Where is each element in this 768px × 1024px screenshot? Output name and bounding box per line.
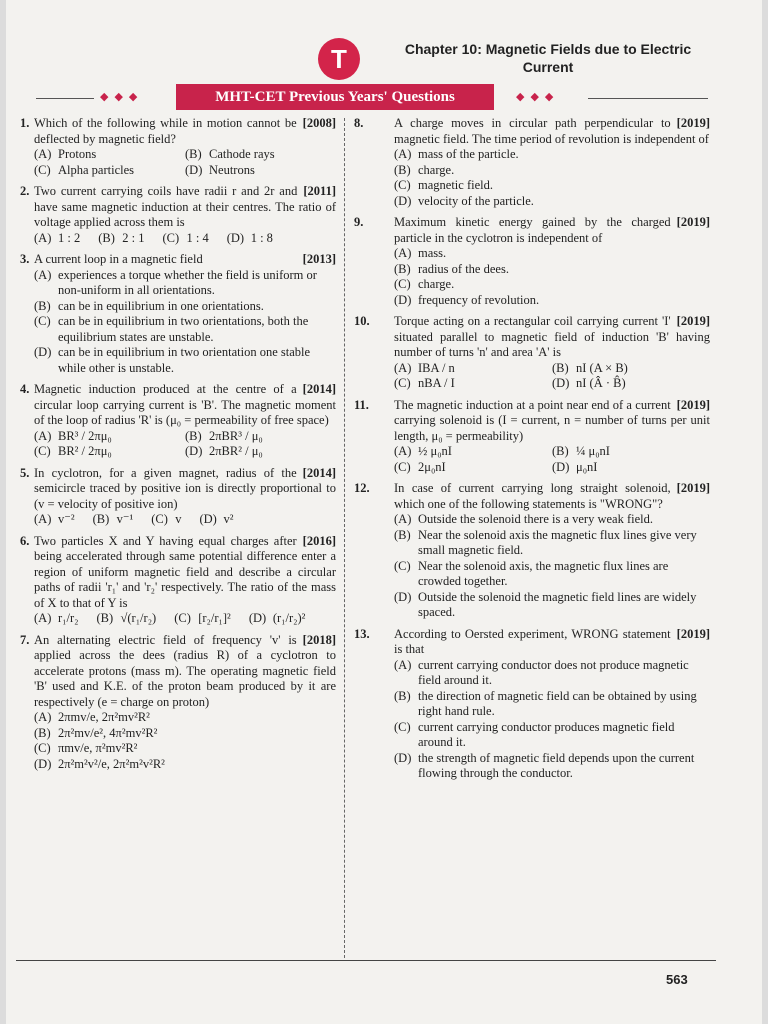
option-label: (D) <box>199 512 217 526</box>
question-body: Two current carrying coils have radii r and 2r and have same magnetic induction at their centres. The ratio of voltage applied across them is <box>34 184 336 229</box>
option-text: 2 : 1 <box>122 230 145 245</box>
option-label: (A) <box>34 710 52 724</box>
question <box>20 382 336 460</box>
option-label: (A) <box>394 360 412 375</box>
question-body: In cyclotron, for a given magnet, radius of the semicircle traced by positive ion is directly proportional to (v = velocity of positive ion) <box>34 465 336 511</box>
answer-option <box>394 751 710 782</box>
option-text: nI (A × B) <box>576 360 628 375</box>
column-divider <box>344 118 345 958</box>
question-text <box>34 466 336 513</box>
question <box>20 534 336 627</box>
chapter-title-line2: Current <box>522 59 574 75</box>
answer-option <box>34 741 336 757</box>
question-body: An alternating electric field of frequency 'v' is applied across the dees (radius R) of a cyclotron to accelerate protons (mass m). The operating magnetic field 'B' used and K.E. of the proton beam produced by it are respectively (e = charge on proton) <box>34 632 336 709</box>
option-list <box>34 429 336 460</box>
option-label: (D) <box>34 345 52 359</box>
exam-year: [2019] <box>676 314 710 328</box>
question-number: 7. <box>20 632 30 647</box>
footer-rule <box>16 960 716 961</box>
option-label: (B) <box>394 688 411 703</box>
option-text: Neutrons <box>209 162 255 177</box>
option-text: nBA / I <box>418 376 455 390</box>
option-text: 2πBR³ / μ₀ <box>209 428 263 443</box>
answer-option <box>97 611 157 627</box>
question-body: Magnetic induction produced at the centre of a circular loop carrying current is 'B'. The magnetic moment of the loop of radius 'R' is (μ₀ = permeability of free space) <box>34 382 336 427</box>
question <box>354 215 710 308</box>
option-list <box>394 361 710 392</box>
exam-year: [2013] <box>302 252 336 266</box>
exam-year: [2019] <box>676 215 710 229</box>
option-list <box>394 444 710 475</box>
option-text: 2μ₀nI <box>418 459 446 474</box>
question-body: Two particles X and Y having equal charges after being accelerated through same potential difference enter a region of uniform magnetic field and describe a circular paths of radii 'r₁' and 'r₂' respectively. The ratio of the mass of X to that of Y is <box>34 533 336 610</box>
exam-year: [2019] <box>676 481 710 495</box>
question-text <box>394 116 710 147</box>
option-text: 1 : 4 <box>186 230 209 245</box>
option-label: (A) <box>34 230 52 245</box>
exam-year: [2019] <box>676 116 710 130</box>
option-label: (C) <box>394 459 411 474</box>
question <box>354 314 710 392</box>
option-text: Near the solenoid axis the magnetic flux lines give very small magnetic field. <box>418 527 697 557</box>
question-number: 2. <box>20 184 30 198</box>
option-label: (D) <box>552 376 570 390</box>
option-list <box>34 512 336 528</box>
answer-option <box>394 590 710 621</box>
option-text: √(r₁/r₂) <box>120 611 157 625</box>
option-label: (D) <box>552 459 570 474</box>
option-label: (A) <box>34 147 52 161</box>
option-label: (C) <box>151 512 168 526</box>
option-text: 1 : 2 <box>58 230 81 245</box>
answer-option <box>98 231 144 247</box>
answer-option <box>249 611 306 627</box>
question-number: 6. <box>20 533 30 548</box>
exam-year: [2019] <box>676 626 710 641</box>
question-text <box>394 398 710 445</box>
answer-option <box>394 528 710 559</box>
option-text: the direction of magnetic field can be obtained by using right hand rule. <box>418 688 697 718</box>
book-page <box>6 0 762 1024</box>
option-text: Cathode rays <box>209 147 275 161</box>
option-label: (D) <box>185 444 203 458</box>
question-number: 10. <box>354 314 370 328</box>
answer-option <box>552 376 710 392</box>
option-label: (A) <box>34 267 52 282</box>
option-label: (B) <box>92 512 110 526</box>
question <box>354 481 710 621</box>
question-text <box>34 252 336 268</box>
option-label: (A) <box>394 444 412 458</box>
answer-option <box>34 314 336 345</box>
option-text: ½ μ₀nI <box>418 444 452 458</box>
question-body: A charge moves in circular path perpendicular to magnetic field. The time period of revolution is independent of <box>394 116 709 146</box>
option-label: (B) <box>34 298 51 313</box>
question-body: A current loop in a magnetic field <box>34 252 203 266</box>
question-body: Which of the following while in motion cannot be deflected by magnetic field? <box>34 116 297 146</box>
option-label: (C) <box>34 314 51 328</box>
option-text: can be in equilibrium in two orientation one stable while other is unstable. <box>58 345 311 375</box>
question-body: According to Oersted experiment, WRONG statement is that <box>394 626 671 656</box>
option-label: (A) <box>394 147 412 161</box>
answer-option <box>394 163 710 179</box>
option-label: (C) <box>34 444 51 458</box>
answer-option <box>394 262 710 278</box>
answer-option <box>162 231 208 247</box>
option-text: Near the solenoid axis, the magnetic flux lines are crowded together. <box>418 558 669 588</box>
answer-option <box>552 460 710 476</box>
header-rule-right <box>588 98 708 99</box>
answer-option <box>34 444 185 460</box>
option-label: (C) <box>394 277 411 291</box>
option-list <box>34 231 336 247</box>
answer-option <box>394 720 710 751</box>
left-column <box>20 116 336 778</box>
option-list <box>394 512 710 621</box>
option-list <box>34 710 336 772</box>
answer-option <box>34 512 75 528</box>
right-column <box>354 116 710 788</box>
answer-option <box>394 689 710 720</box>
answer-option <box>34 268 336 299</box>
option-label: (B) <box>98 230 115 245</box>
exam-year: [2016] <box>302 533 336 548</box>
answer-option <box>185 163 336 179</box>
page-header <box>6 0 762 120</box>
option-text: (r₁/r₂)² <box>272 611 306 625</box>
option-label: (C) <box>34 741 51 755</box>
option-label: (C) <box>174 611 191 625</box>
exam-year: [2011] <box>303 184 336 198</box>
option-label: (D) <box>34 756 52 771</box>
option-label: (C) <box>394 558 411 573</box>
answer-option <box>394 246 710 262</box>
option-label: (D) <box>185 162 203 177</box>
option-text: the strength of magnetic field depends upon the current flowing through the conductor. <box>418 750 695 780</box>
answer-option <box>34 726 336 742</box>
question-text <box>34 184 336 231</box>
answer-option <box>34 429 185 445</box>
answer-option <box>552 444 710 460</box>
question-text <box>394 215 710 246</box>
answer-option <box>185 147 336 163</box>
option-text: [r₂/r₁]² <box>198 611 231 625</box>
answer-option <box>199 512 233 528</box>
answer-option <box>174 611 231 627</box>
option-label: (D) <box>226 230 245 245</box>
answer-option <box>185 429 336 445</box>
question-text <box>394 481 710 512</box>
option-text: charge. <box>418 277 455 291</box>
header-rule-left <box>36 98 94 99</box>
option-text: charge. <box>418 162 455 177</box>
question-body: The magnetic induction at a point near end of a current carrying solenoid is (I = current, n = number of turns per unit length, μ₀ = permeability) <box>394 397 710 443</box>
option-label: (C) <box>394 376 411 390</box>
option-label: (A) <box>394 657 412 672</box>
question <box>354 627 710 782</box>
answer-option <box>227 231 273 247</box>
question-number: 9. <box>354 215 364 229</box>
question <box>354 116 710 209</box>
question-number: 4. <box>20 382 30 396</box>
question-body: Torque acting on a rectangular coil carrying current 'I' situated parallel to magnetic field of induction 'B' having number of turns 'n' and area 'A' is <box>394 314 710 359</box>
option-label: (C) <box>394 719 411 734</box>
exam-year: [2019] <box>676 397 710 412</box>
option-label: (C) <box>162 230 180 245</box>
answer-option <box>34 757 336 773</box>
question-text <box>394 627 710 658</box>
option-label: (A) <box>34 512 52 526</box>
option-label: (A) <box>394 512 412 526</box>
answer-option <box>394 512 710 528</box>
option-text: mass of the particle. <box>418 147 519 161</box>
option-label: (B) <box>552 360 569 375</box>
option-text: mass. <box>418 246 447 260</box>
option-list <box>34 611 336 627</box>
answer-option <box>34 231 80 247</box>
option-text: can be in equilibrium in one orientations. <box>58 298 264 313</box>
question-body: Maximum kinetic energy gained by the charged particle in the cyclotron is independent of <box>394 215 671 245</box>
answer-option <box>394 147 710 163</box>
option-text: v⁻² <box>58 512 75 526</box>
option-label: (D) <box>394 589 412 604</box>
option-text: v⁻¹ <box>116 512 134 526</box>
option-label: (C) <box>34 162 51 177</box>
question-text <box>394 314 710 361</box>
option-text: BR³ / 2πμ₀ <box>58 428 112 443</box>
option-list <box>34 147 336 178</box>
option-text: velocity of the particle. <box>418 193 534 208</box>
question <box>354 398 710 476</box>
answer-option <box>394 460 552 476</box>
option-label: (B) <box>394 261 411 276</box>
option-text: BR² / 2πμ₀ <box>58 444 112 458</box>
diamond-ornament-left-icon: ◆◆◆ <box>100 91 144 103</box>
option-text: nI (Â · B̂) <box>576 376 626 390</box>
option-label: (D) <box>394 193 412 208</box>
answer-option <box>34 147 185 163</box>
question <box>20 633 336 773</box>
exam-year: [2008] <box>302 116 336 130</box>
exam-year: [2014] <box>302 382 336 396</box>
answer-option <box>34 163 185 179</box>
answer-option <box>34 299 336 315</box>
answer-option <box>394 444 552 460</box>
question-text <box>34 534 336 612</box>
answer-option <box>34 710 336 726</box>
option-text: 2πBR² / μ₀ <box>209 444 263 458</box>
exam-year: [2014] <box>302 465 336 480</box>
option-label: (D) <box>394 750 412 765</box>
answer-option <box>394 178 710 194</box>
answer-option <box>394 658 710 689</box>
question-number: 8. <box>354 116 364 130</box>
option-text: Outside the solenoid there is a very weak field. <box>418 512 653 526</box>
option-text: 2π²m²v²/e, 2π²m²v²R² <box>58 756 165 771</box>
question-text <box>34 382 336 429</box>
option-label: (A) <box>394 246 412 260</box>
answer-option <box>394 194 710 210</box>
option-list <box>394 658 710 782</box>
option-text: radius of the dees. <box>418 261 509 276</box>
chapter-title-line1: Chapter 10: Magnetic Fields due to Electric <box>404 41 692 57</box>
question-number: 11. <box>354 397 369 412</box>
option-list <box>394 246 710 308</box>
exam-year: [2018] <box>302 632 336 647</box>
chapter-title <box>378 40 718 76</box>
answer-option <box>394 277 710 293</box>
answer-option <box>151 512 181 528</box>
option-label: (A) <box>34 611 52 625</box>
option-list <box>34 268 336 377</box>
t-logo-icon: T <box>318 38 360 80</box>
option-text: 2πmv/e, 2π²mv²R² <box>58 710 150 724</box>
option-text: μ₀nI <box>576 459 598 474</box>
question-number: 1. <box>20 116 30 130</box>
question-number: 3. <box>20 252 30 266</box>
answer-option <box>394 361 552 377</box>
question-number: 12. <box>354 481 370 495</box>
option-text: current carrying conductor does not produce magnetic field around it. <box>418 657 689 687</box>
question <box>20 116 336 178</box>
option-list <box>394 147 710 209</box>
option-label: (B) <box>34 725 51 740</box>
option-text: Protons <box>58 147 97 161</box>
option-text: IBA / n <box>418 360 455 375</box>
option-text: 1 : 8 <box>250 230 273 245</box>
question-text <box>34 633 336 711</box>
option-label: (B) <box>394 527 411 542</box>
answer-option <box>394 559 710 590</box>
diamond-ornament-right-icon: ◆◆◆ <box>516 91 560 103</box>
option-text: magnetic field. <box>418 178 493 192</box>
answer-option <box>34 611 79 627</box>
answer-option <box>394 376 552 392</box>
answer-option <box>185 444 336 460</box>
answer-option <box>93 512 134 528</box>
option-text: v² <box>223 512 234 526</box>
option-text: experiences a torque whether the field is uniform or non-uniform in all orientations. <box>58 267 317 297</box>
option-text: v <box>175 512 182 526</box>
question <box>20 252 336 376</box>
option-text: Outside the solenoid the magnetic field lines are widely spaced. <box>418 589 697 619</box>
answer-option <box>552 361 710 377</box>
answer-option <box>394 293 710 309</box>
option-label: (C) <box>394 178 411 192</box>
option-label: (B) <box>185 147 202 161</box>
option-text: r₁/r₂ <box>58 611 79 625</box>
question <box>20 466 336 528</box>
option-label: (B) <box>185 428 202 443</box>
option-text: frequency of revolution. <box>418 292 540 307</box>
option-text: Alpha particles <box>58 162 135 177</box>
question-text <box>34 116 336 147</box>
section-banner: MHT-CET Previous Years' Questions <box>176 84 494 110</box>
answer-option <box>34 345 336 376</box>
option-label: (B) <box>552 444 569 458</box>
question <box>20 184 336 246</box>
option-text: can be in equilibrium in two orientations, both the equilibrium states are unstable. <box>58 314 309 344</box>
question-number: 13. <box>354 626 370 641</box>
option-text: current carrying conductor produces magnetic field around it. <box>418 719 675 749</box>
page-number: 563 <box>666 972 688 987</box>
option-label: (B) <box>96 611 114 625</box>
option-text: 2π²mv/e², 4π²mv²R² <box>58 725 158 740</box>
option-text: ¼ μ₀nI <box>576 444 610 458</box>
option-label: (B) <box>394 162 411 177</box>
option-label: (A) <box>34 428 52 443</box>
option-label: (D) <box>394 292 412 307</box>
option-label: (D) <box>248 611 267 625</box>
question-body: In case of current carrying long straight solenoid, which one of the following statements is "WRONG"? <box>394 481 671 511</box>
question-number: 5. <box>20 465 30 480</box>
option-text: πmv/e, π²mv²R² <box>58 741 138 755</box>
